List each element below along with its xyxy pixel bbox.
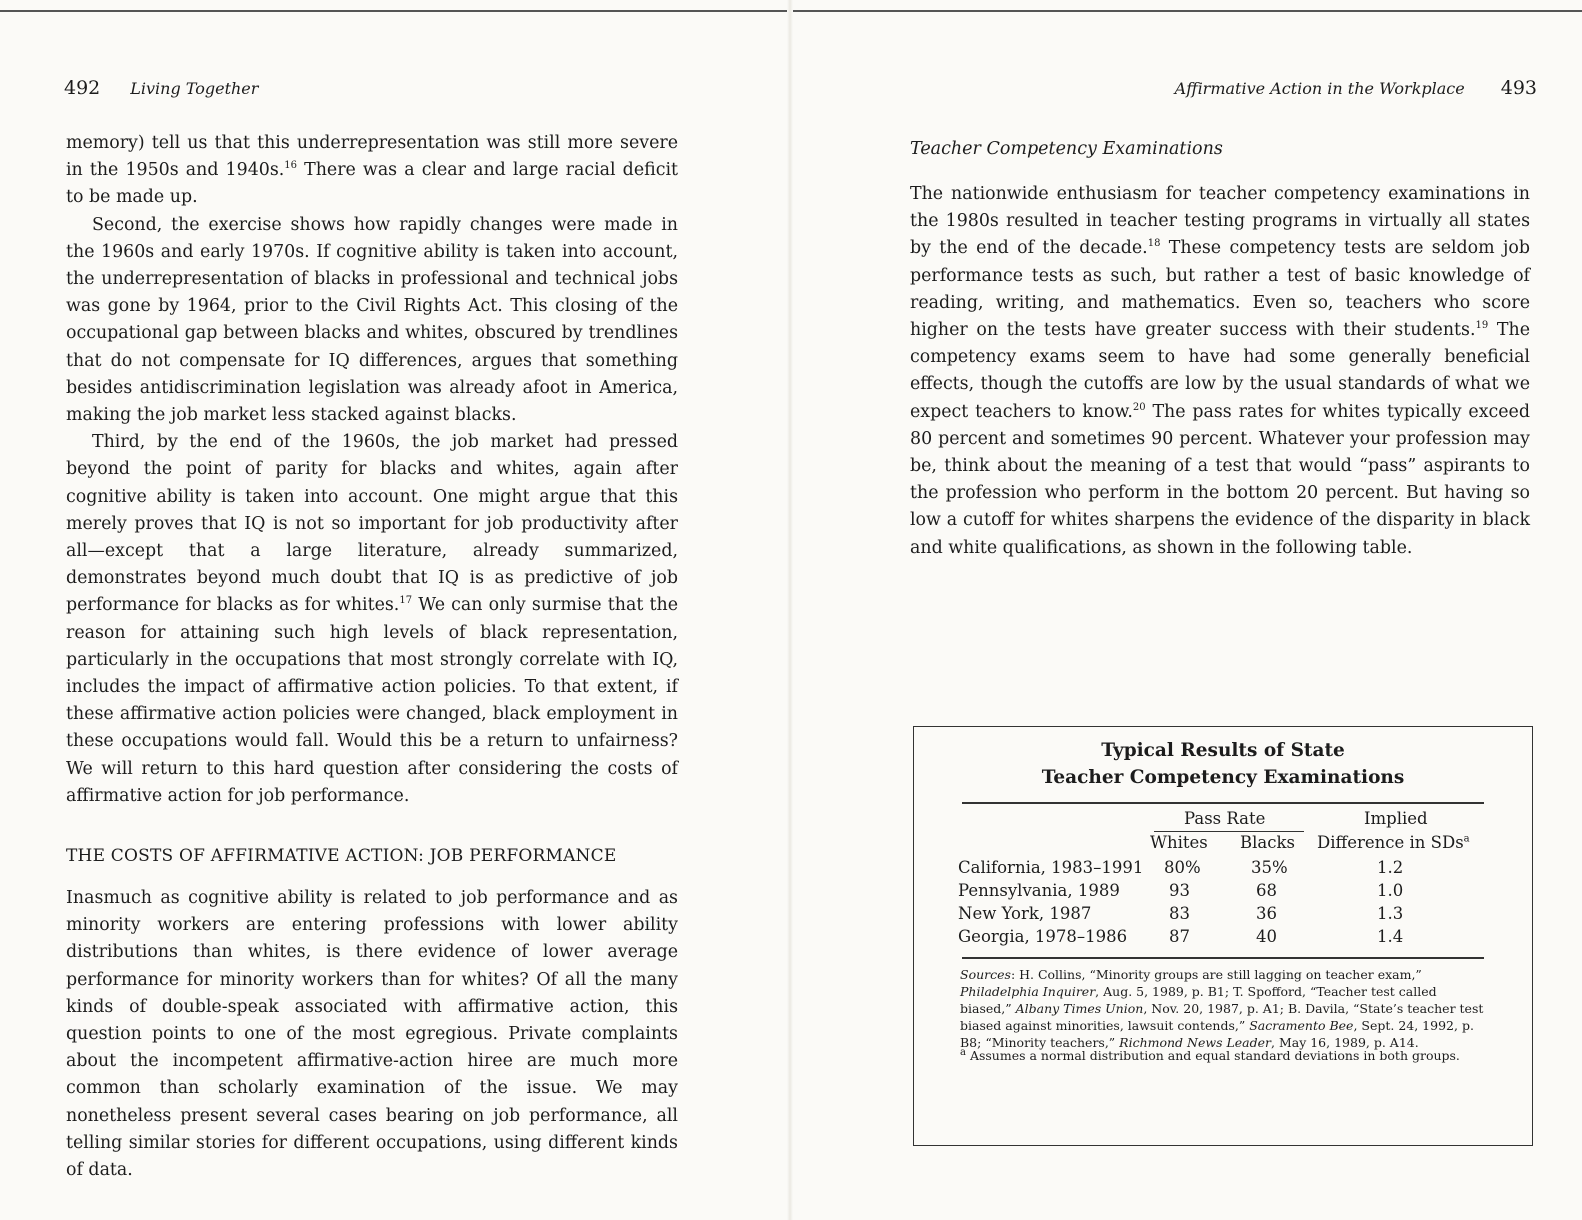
right-page [790, 0, 1582, 1220]
col-whites-header: Whites [1150, 833, 1208, 852]
right-running-head [1175, 77, 1537, 99]
section-heading: THE COSTS OF AFFIRMATIVE ACTION: JOB PERFORMANCE [66, 846, 617, 866]
table-sources [960, 966, 1490, 1051]
results-table-box: Typical Results of State Teacher Competency Examinations Pass Rate Implied Whites Blacks Difference in SDs$^a$ California, 1983–1991 80% 35% 1.2 Pennsylvania, 1989 93 68 1.0 New York, 1987 83 36 1.3 Georgia, 1978–1986 87 40 1.4 Sources: H. Collins, “Minority groups are still lagging on teacher exam,” Philadelphia Inquirer, Aug. 5, 1989, p. B1; T. Spofford, “Teacher test called biased,” Albany Times Union, Nov. 20, 1987, p. A1; B. Davila, “State’s teacher test biased against minorities, lawsuit contends,” Sacramento Bee, Sept. 24, 1992, p. B8; “Minority teachers,” Richmond News Leader, May 16, 1989, p. A14. $^a$ Assumes a normal distribution and equal standard deviations in both groups. [913, 726, 1533, 1146]
sources-segment: , Sept. 24, 1992, p. B8; “Minority teachers,” [960, 1018, 1474, 1050]
subheading: Teacher Competency Examinations [910, 139, 1223, 159]
sources-segment: : H. Collins, “Minority groups are still lagging on teacher exam,” [1010, 967, 1422, 982]
footnote-ref: 20 [1132, 401, 1146, 413]
table-rule-bottom [962, 957, 1484, 959]
table-rule-top [962, 802, 1484, 804]
sources-segment: Sacramento Bee [1249, 1018, 1354, 1033]
left-running-title: Living Together [130, 79, 259, 98]
table-footnote: $^a$ Assumes a normal distribution and equal standard deviations in both groups. [960, 1046, 1460, 1063]
table-title: Typical Results of State Teacher Competency Examinations [1041, 740, 1405, 788]
footnote-ref: 19 [1475, 320, 1489, 332]
sources-segment: , May 16, 1989, p. A14. [1271, 1035, 1419, 1050]
sources-segment: , Nov. 20, 1987, p. A1; B. Davila, “State’s teacher test biased against minorities, lawsuit contends,” [960, 1001, 1484, 1033]
sources-segment: , Aug. 5, 1989, p. B1; T. Spofford, “Teacher test called biased,” [960, 984, 1437, 1016]
sources-segment: Sources [960, 967, 1011, 982]
left-page [0, 0, 790, 1220]
pass-rate-header: Pass Rate [1184, 809, 1266, 828]
right-running-title: Affirmative Action in the Workplace [1174, 79, 1465, 98]
sources-segment: Richmond News Leader [1119, 1035, 1271, 1050]
col-sd-header: Difference in SDs$^a$ [1317, 833, 1470, 852]
footnote-ref: 16 [284, 160, 298, 172]
pass-rate-underline [1154, 831, 1304, 832]
left-body-text [66, 130, 678, 810]
paragraph-5: The nationwide enthusiasm for teacher competency examinations in the 1980s resulted in teacher testing programs in virtually all states by the end of the decade.$^{18}$ These competency tests are seldom job performance tests as such, but rather a test of basic knowledge of reading, writing, and mathematics. Even so, teachers who score higher on the tests have greater success with their students.$^{19}$ The competency exams seem to have had some generally beneficial effects, though the cutoffs are low by the usual standards of what we expect teachers to know.$^{20}$ The pass rates for whites typically exceed 80 percent and sometimes 90 percent. Whatever your profession may be, think about the meaning of a test that would “pass” aspirants to the profession who perform in the bottom 20 percent. But having so low a cutoff for whites sharpens the evidence of the disparity in black and white qualifications, as shown in the following table. [910, 184, 1530, 558]
footnote-ref: 18 [1147, 238, 1161, 250]
sources-segment: Albany Times Union [1015, 1001, 1144, 1016]
paragraph-1: memory) tell us that this underrepresentation was still more severe in the 1950s and 1940s.$^{16}$ There was a clear and large racial deficit to be made up. [66, 133, 678, 208]
footnote-ref: 17 [399, 595, 413, 607]
paragraph-4: Inasmuch as cognitive ability is related to job performance and as minority workers are entering professions with lower ability distributions than whites, is there evidence of lower average performance for minority workers than for whites? Of all the many kinds of double-speak associated with affirmative action, this question points to one of the most egregious. Private complaints about the incompetent affirmative-action hiree are much more common than scholarly examination of the issue. We may nonetheless present several cases bearing on job performance, all telling similar stories for different occupations, using different kinds of data. [66, 888, 678, 1181]
paragraph-3: Third, by the end of the 1960s, the job market had pressed beyond the point of parity for blacks and whites, again after cognitive ability is taken into account. One might argue that this merely proves that IQ is not so important for job productivity after all—except that a large literature, already summarized, demonstrates beyond much doubt that IQ is as predictive of job performance for blacks as for whites.$^{17}$ We can only surmise that the reason for attaining such high levels of black representation, particularly in the occupations that most strongly correlate with IQ, includes the impact of affirmative action policies. To that extent, if these affirmative action policies were changed, black employment in these occupations would fall. Would this be a return to unfairness? We will return to this hard question after considering the costs of affirmative action for job performance. [66, 432, 678, 806]
left-page-number: 492 [64, 77, 101, 99]
right-page-number: 493 [1500, 77, 1537, 99]
section-body-text [66, 885, 678, 1184]
col-blacks-header: Blacks [1240, 833, 1295, 852]
sources-segment: Philadelphia Inquirer [960, 984, 1096, 999]
right-body-text [910, 181, 1530, 562]
implied-header: Implied [1364, 809, 1428, 828]
paragraph-2: Second, the exercise shows how rapidly changes were made in the 1960s and early 1970s. If cognitive ability is taken into account, the underrepresentation of blacks in professional and technical jobs was gone by 1964, prior to the Civil Rights Act. This closing of the occupational gap between blacks and whites, obscured by trendlines that do not compensate for IQ differences, argues that something besides antidiscrimination legislation was already afoot in America, making the job market less stacked against blacks. [66, 214, 678, 426]
left-running-head [64, 77, 258, 99]
